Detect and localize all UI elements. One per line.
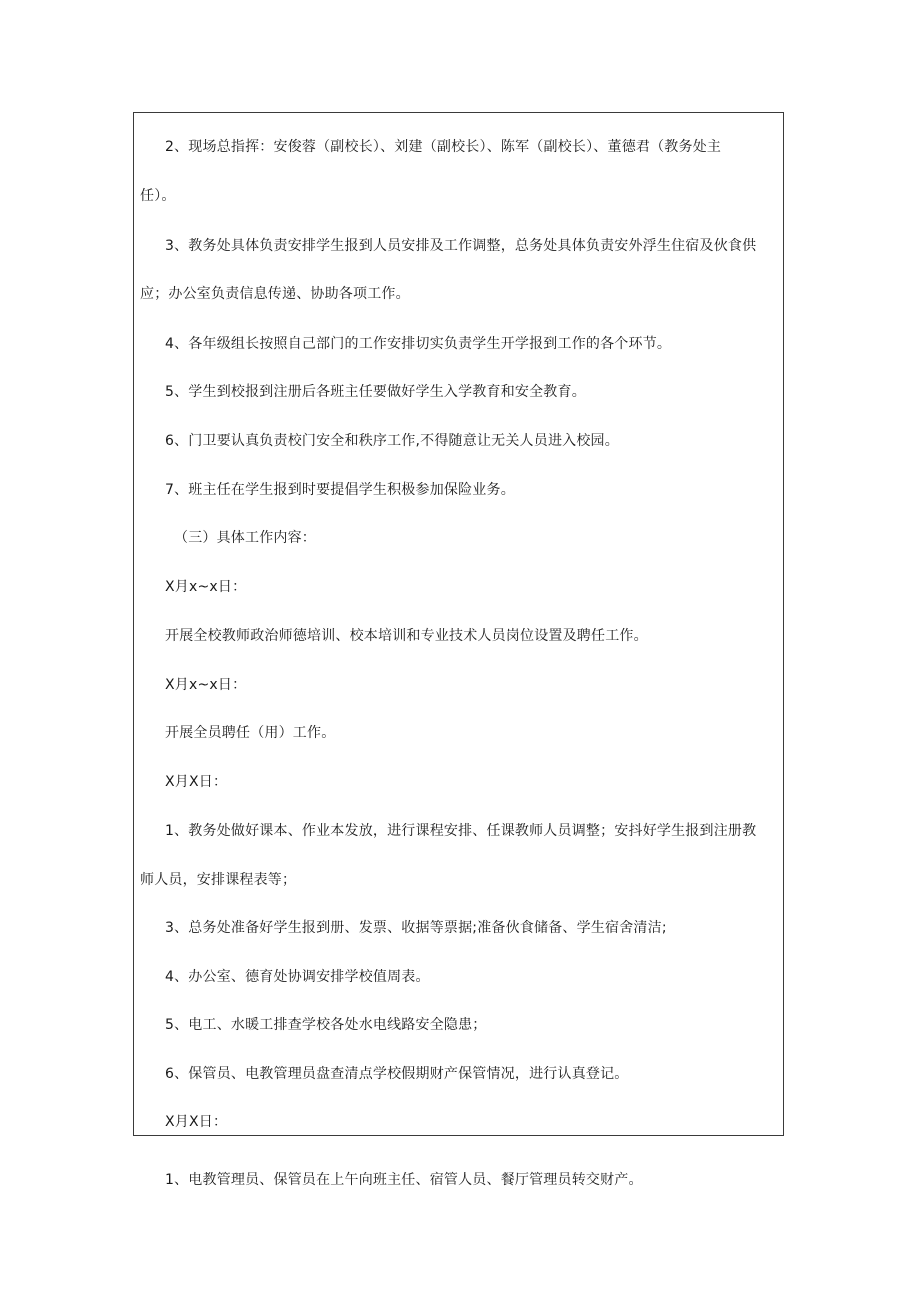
paragraph-line: 4、办公室、德育处协调安排学校值周表。 [165, 969, 430, 985]
paragraph-line: 2、现场总指挥：安俊蓉（副校长）、刘建（副校长）、陈军（副校长）、董德君（教务处主 [165, 139, 722, 155]
paragraph-line: 开展全员聘任（用）工作。 [165, 725, 336, 741]
paragraph-line: 任）。 [140, 188, 176, 204]
paragraph-line: 5、学生到校报到注册后各班主任要做好学生入学教育和安全教育。 [165, 384, 586, 400]
section-heading: （三）具体工作内容： [174, 530, 316, 546]
paragraph-line: 6、门卫要认真负责校门安全和秩序工作,不得随意让无关人员进入校园。 [165, 433, 619, 449]
paragraph-line: 开展全校教师政治师德培训、校本培训和专业技术人员岗位设置及聘任工作。 [165, 628, 648, 644]
date-heading: X月X日： [165, 774, 228, 790]
date-heading: X月x~x日： [165, 677, 247, 693]
paragraph-line: 3、教务处具体负责安排学生报到人员安排及工作调整，总务处具体负责安外浮生住宿及伙食供 [165, 238, 757, 254]
paragraph-line: 1、教务处做好课本、作业本发放，进行课程安排、任课教师人员调整；安抖好学生报到注册教 [165, 823, 757, 839]
paragraph-line: 4、各年级组长按照自己部门的工作安排切实负责学生开学报到工作的各个环节。 [165, 336, 672, 352]
paragraph-line: 7、班主任在学生报到时要提倡学生积极参加保险业务。 [165, 482, 515, 498]
paragraph-line: 师人员，安排课程表等； [140, 872, 297, 888]
paragraph-line: 应；办公室负责信息传递、协助各项工作。 [140, 286, 410, 302]
paragraph-line: 1、电教管理员、保管员在上午向班主任、宿管人员、餐厅管理员转交财产。 [165, 1172, 643, 1188]
paragraph-line: 3、总务处准备好学生报到册、发票、收据等票据;准备伙食储备、学生宿舍清洁; [165, 920, 667, 936]
date-heading: X月x~x日： [165, 579, 247, 595]
date-heading: X月X日： [165, 1114, 228, 1130]
paragraph-line: 5、电工、水暖工排查学校各处水电线路安全隐患； [165, 1017, 487, 1033]
paragraph-line: 6、保管员、电教管理员盘查清点学校假期财产保管情况，进行认真登记。 [165, 1066, 629, 1082]
